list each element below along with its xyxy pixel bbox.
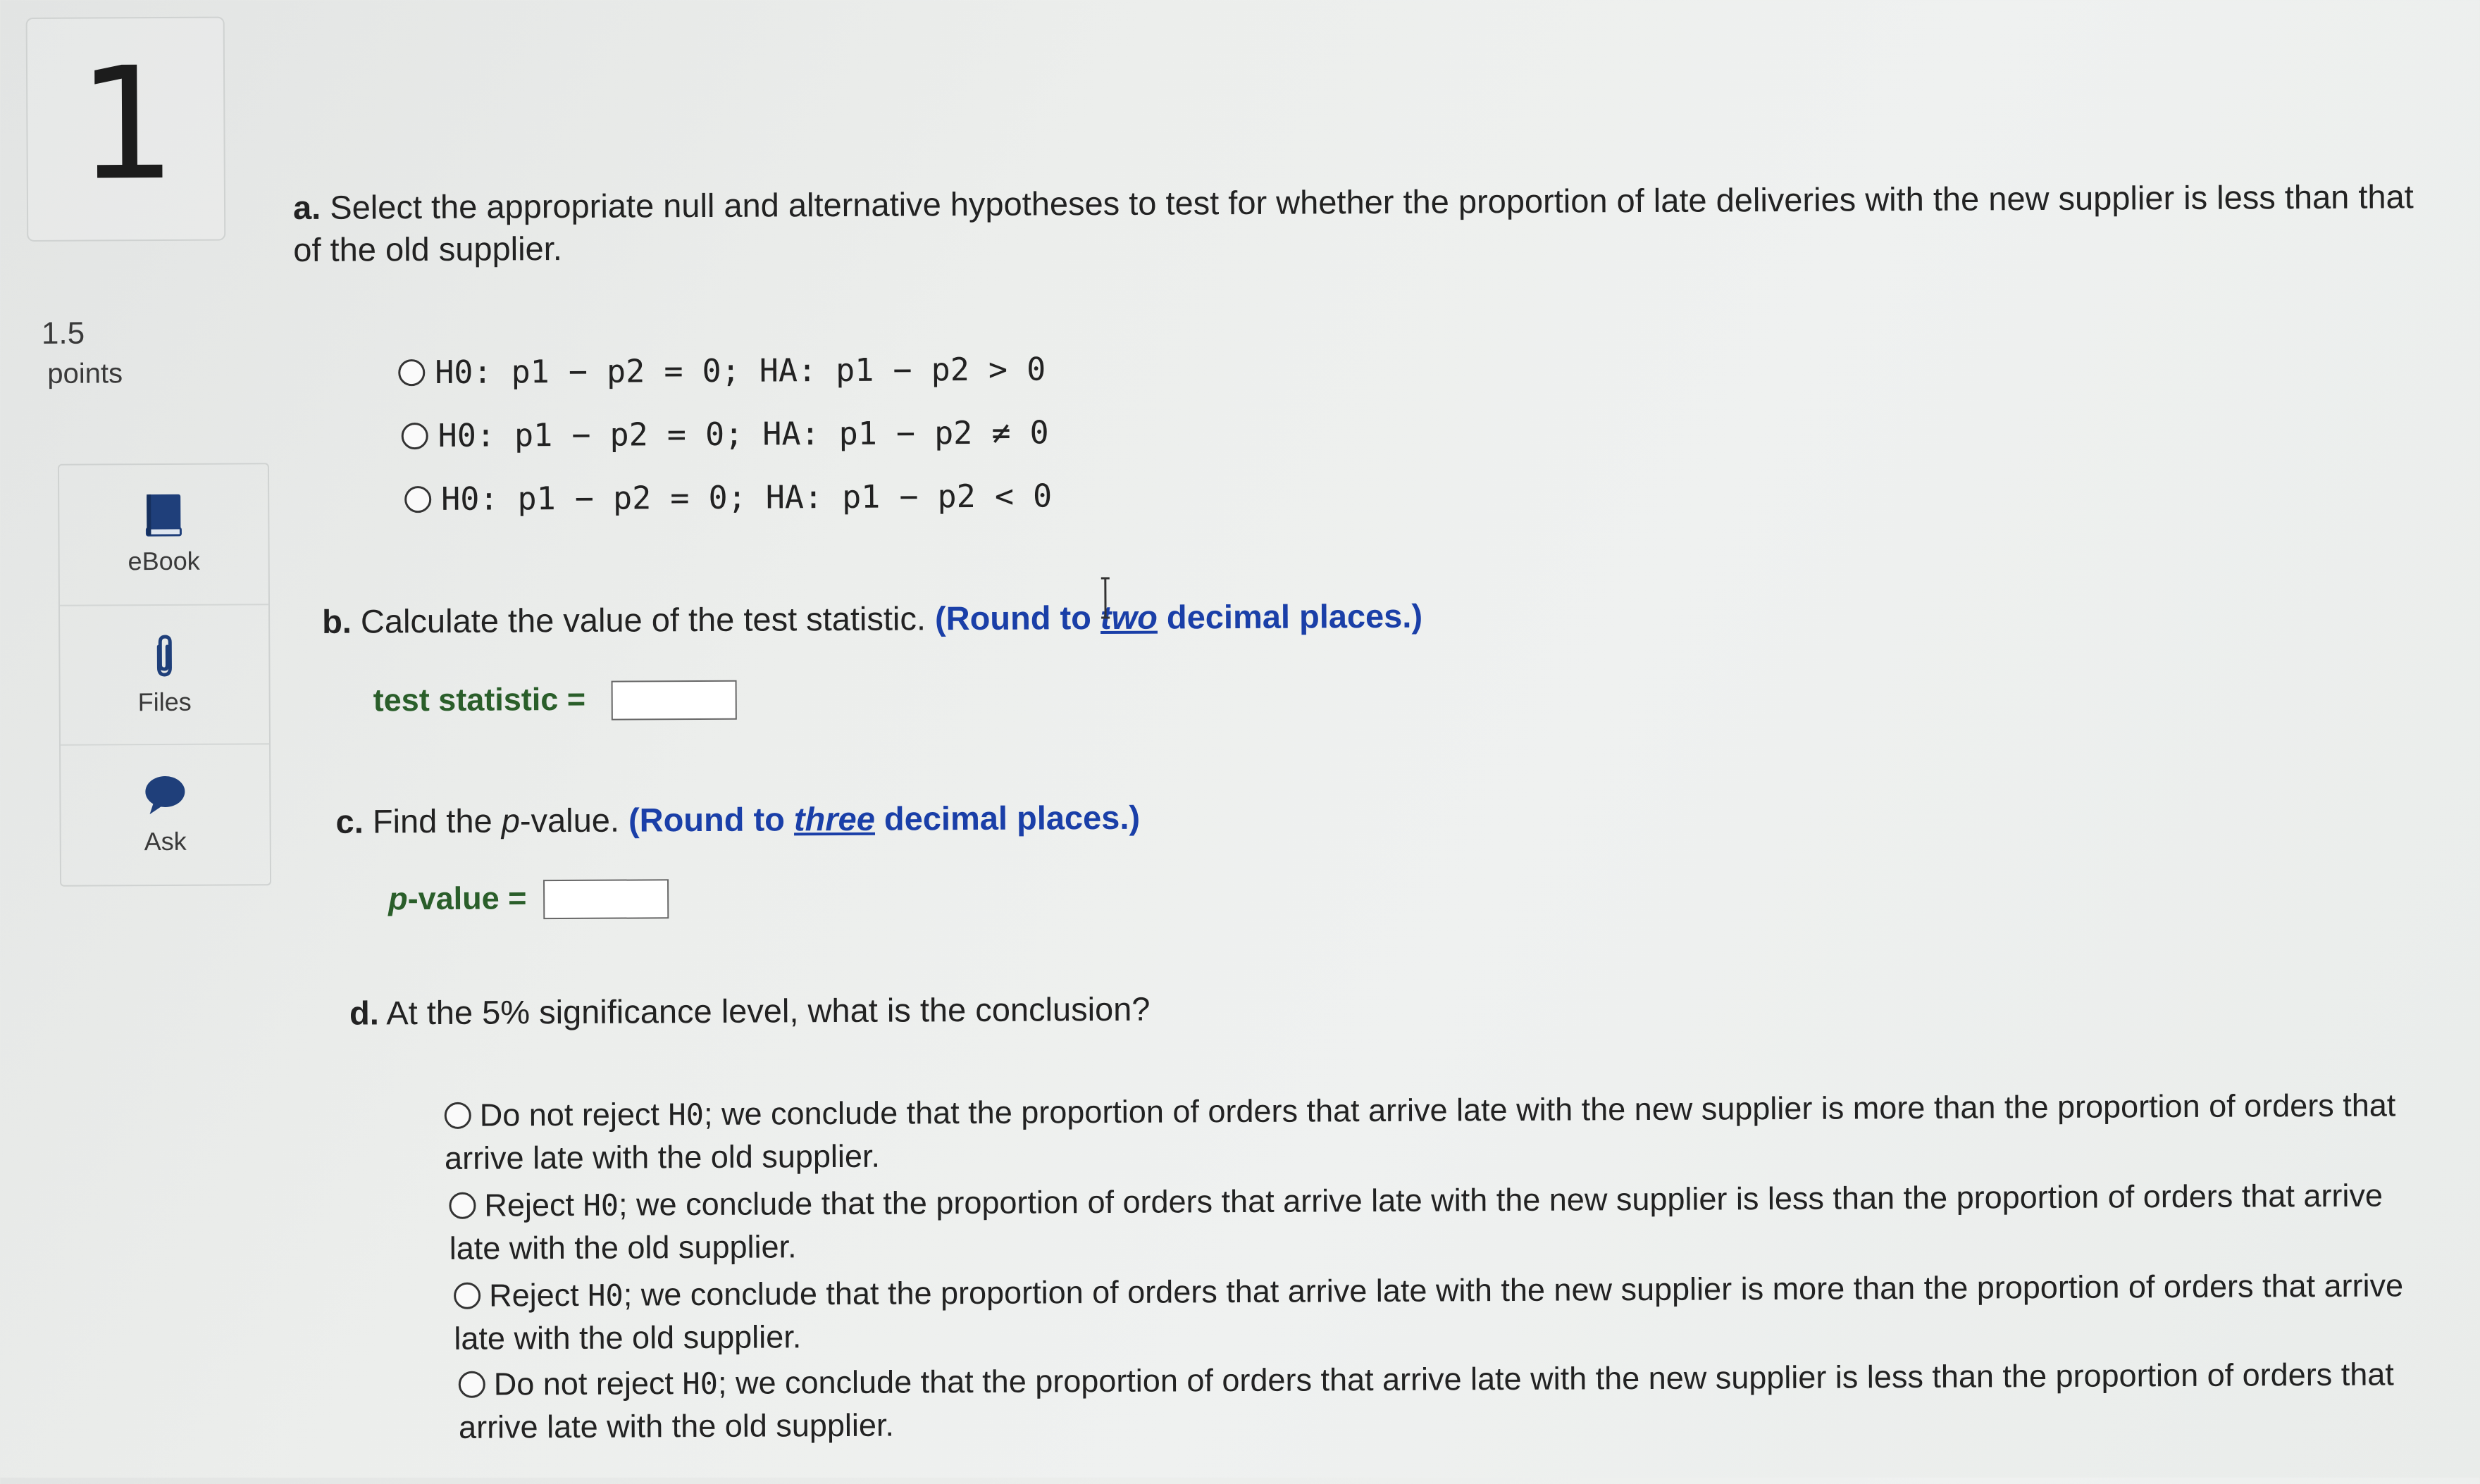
part-c-rounding <box>628 799 1140 839</box>
part-c-prefix: c. <box>335 802 364 840</box>
part-b-round-post: decimal places.) <box>1166 597 1423 636</box>
conclusion-lead: Reject <box>488 1276 588 1314</box>
text-cursor-icon <box>1098 577 1112 619</box>
part-b-rounding <box>935 597 1422 637</box>
hypothesis-option-label: H0: p1 − p2 = 0; HA: p1 − p2 < 0 <box>441 477 1053 518</box>
ebook-label: eBook <box>128 546 200 576</box>
radio-button[interactable] <box>445 1102 471 1129</box>
p-value-input[interactable] <box>543 879 669 919</box>
radio-button[interactable] <box>404 486 431 513</box>
radio-button[interactable] <box>449 1192 476 1219</box>
part-a-text: Select the appropriate null and alternative hypotheses to test for whether the proportion of late deliveries with the new supplier is less than that of the old supplier. <box>293 177 2414 269</box>
question-number-box <box>26 17 226 242</box>
hypothesis-option-label: H0: p1 − p2 = 0; HA: p1 − p2 > 0 <box>435 350 1046 391</box>
ask-label: Ask <box>144 826 187 856</box>
question-number: 1 <box>77 33 178 215</box>
p-value-label-post: -value = <box>407 880 527 917</box>
conclusion-rest: ; we conclude that the proportion of orders that arrive late with the new supplier is less than the proportion of orders that arrive late with the old supplier. <box>458 1356 2394 1445</box>
conclusion-h0: H0 <box>588 1278 624 1313</box>
conclusion-h0: H0 <box>682 1366 719 1402</box>
conclusion-option-2[interactable] <box>449 1174 2408 1270</box>
files-button[interactable] <box>60 604 269 743</box>
radio-button[interactable] <box>398 359 425 386</box>
points-label: points <box>47 358 123 389</box>
conclusion-option-4[interactable] <box>459 1353 2418 1449</box>
speech-bubble-icon <box>144 773 186 818</box>
part-b-prompt <box>322 597 1422 641</box>
part-c-text-post: -value. <box>519 801 620 840</box>
part-c-text-pre: Find the <box>372 802 492 840</box>
paperclip-icon <box>143 634 185 679</box>
p-value-label-italic: p <box>388 880 408 917</box>
points-value: 1.5 <box>41 316 85 351</box>
conclusion-h0: H0 <box>668 1097 705 1133</box>
part-c-round-pre: (Round to <box>628 800 786 839</box>
test-statistic-input[interactable] <box>612 680 737 721</box>
test-statistic-label: test statistic = <box>373 680 586 718</box>
conclusion-rest: ; we conclude that the proportion of orders that arrive late with the new supplier is more than the proportion of orders that arrive late with the old supplier. <box>454 1267 2404 1357</box>
part-b-round-pre: (Round to <box>934 599 1092 637</box>
part-b-round-word: two <box>1100 598 1158 637</box>
conclusion-lead: Reject <box>484 1186 583 1223</box>
part-c-round-word: three <box>793 799 876 838</box>
part-d-text: At the 5% significance level, what is the conclusion? <box>386 990 1151 1032</box>
book-icon <box>142 493 185 538</box>
conclusion-rest: ; we conclude that the proportion of orders that arrive late with the new supplier is less than the proportion of orders that arrive late with the old supplier. <box>449 1177 2383 1266</box>
part-b-text: Calculate the value of the test statistic. <box>360 599 926 640</box>
conclusion-rest: ; we conclude that the proportion of orders that arrive late with the new supplier is more than the proportion of orders that arrive late with the old supplier. <box>444 1087 2396 1176</box>
part-d-prompt <box>349 990 1151 1033</box>
conclusion-lead: Do not reject <box>479 1096 669 1133</box>
radio-button[interactable] <box>402 423 428 449</box>
conclusion-option-1[interactable] <box>445 1084 2404 1180</box>
tools-panel <box>58 463 271 887</box>
files-label: Files <box>137 687 192 717</box>
p-value-label <box>388 880 527 917</box>
radio-button[interactable] <box>459 1371 485 1398</box>
part-a-prefix: a. <box>292 188 321 227</box>
ebook-button[interactable] <box>59 464 268 604</box>
hypothesis-option-1[interactable] <box>398 350 1046 391</box>
conclusion-lead: Do not reject <box>493 1365 683 1402</box>
hypothesis-option-2[interactable] <box>402 413 1049 454</box>
part-c-text-italic: p <box>501 802 521 840</box>
ask-button[interactable] <box>61 743 270 883</box>
conclusion-h0: H0 <box>583 1187 619 1223</box>
radio-button[interactable] <box>454 1283 480 1309</box>
part-b-prefix: b. <box>321 602 352 640</box>
part-a-prompt <box>293 175 2422 271</box>
part-d-prefix: d. <box>349 994 379 1032</box>
hypothesis-option-3[interactable] <box>404 477 1052 518</box>
conclusion-option-3[interactable] <box>454 1264 2413 1360</box>
part-c-prompt <box>335 798 1140 841</box>
part-c-round-post: decimal places.) <box>884 798 1141 837</box>
hypothesis-option-label: H0: p1 − p2 = 0; HA: p1 − p2 ≠ 0 <box>438 413 1049 454</box>
